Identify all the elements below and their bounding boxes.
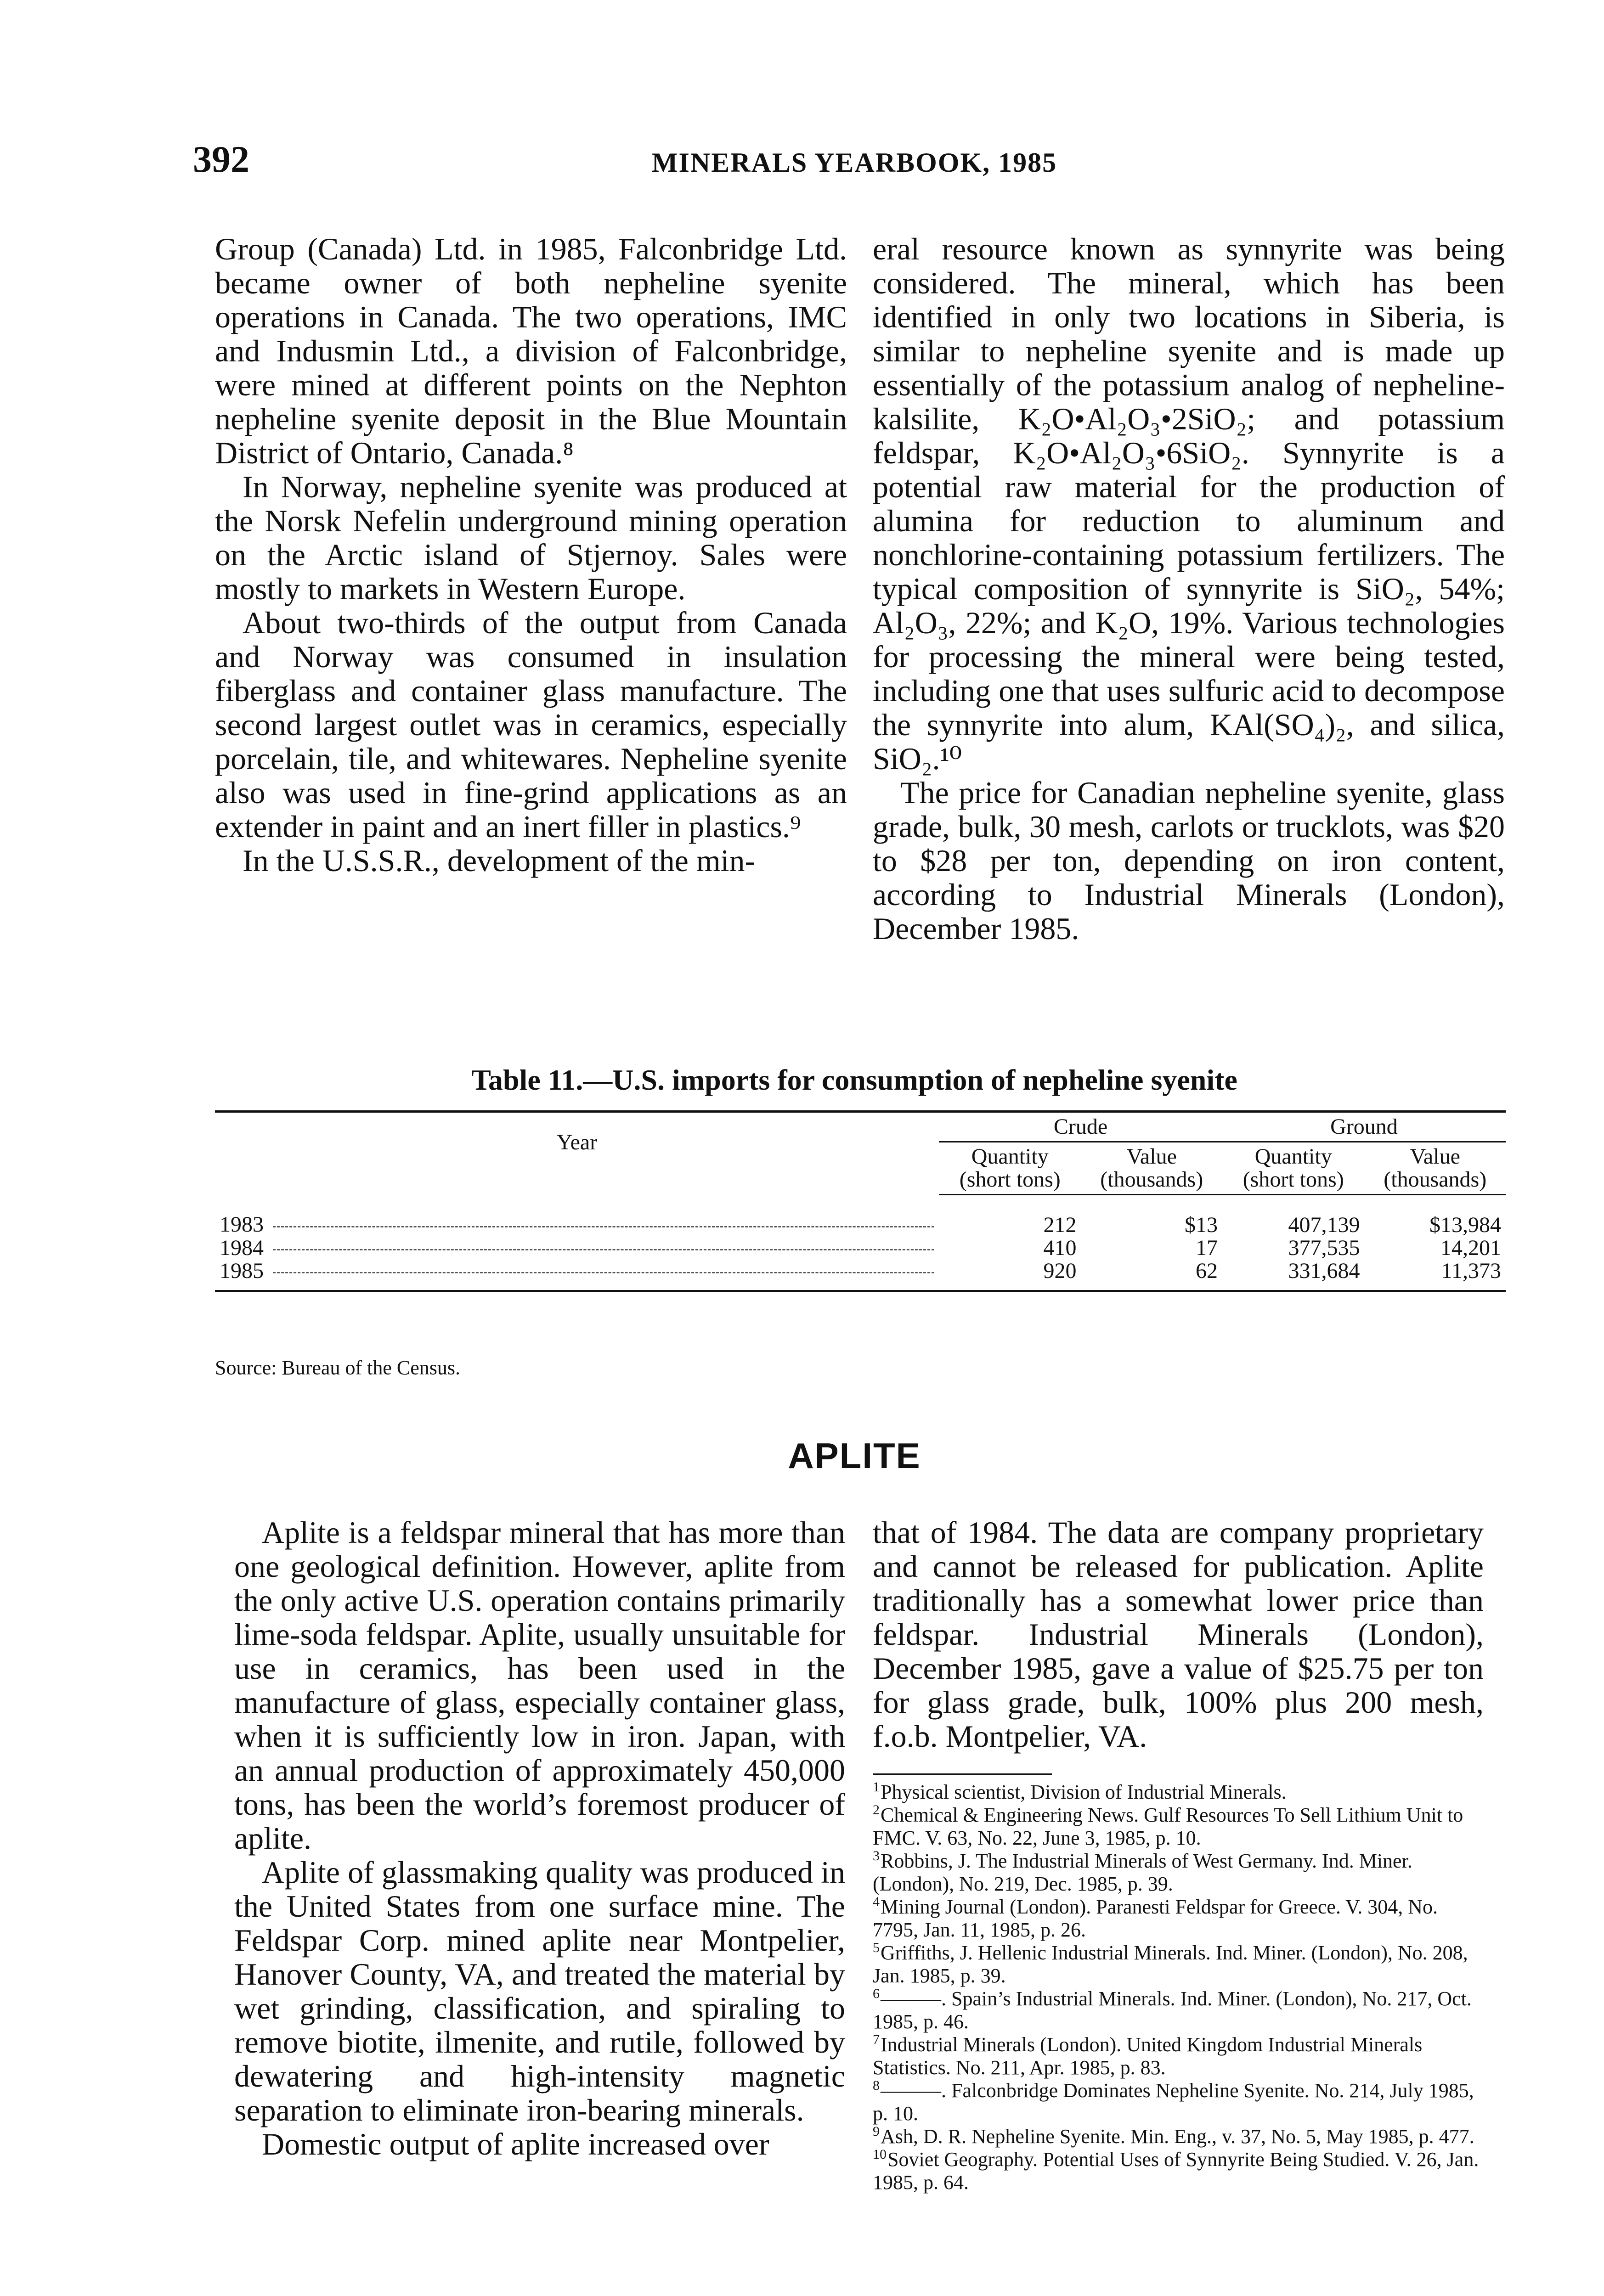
paragraph: that of 1984. The data are company proprietary and cannot be released for publication. Aplite traditionally has a somewhat lower price than feldspar. Industrial Minerals (London), December 1985, gave a value of $25.75 per ton for glass grade, bulk, 100% plus 200 mesh, f.o.b. Montpelier, VA. <box>873 1515 1484 1754</box>
footnote-divider <box>873 1773 1052 1775</box>
table-row <box>215 1260 1506 1291</box>
table-title: Table 11.—U.S. imports for consumption of nepheline syenite <box>471 1064 1237 1096</box>
table-row <box>215 1237 1506 1260</box>
footnote: $^7$Industrial Minerals (London). United Kingdom Industrial Minerals Statistics. No. 211, Apr. 1985, p. 83. <box>873 2032 1423 2079</box>
paragraph: Group (Canada) Ltd. in 1985, Falconbridge Ltd. became owner of both nepheline syenite operations in Canada. The two operations, IMC and Indusmin Ltd., a division of Falconbridge, were mined at different points on the Nephton nepheline syenite deposit in the Blue Mountain District of Ontario, Canada.⁸ <box>215 231 847 470</box>
paragraph: In Norway, nepheline syenite was produced at the Norsk Nefelin underground mining operation on the Arctic island of Stjernoy. Sales were mostly to markets in Western Europe. <box>215 469 847 606</box>
dot-leader <box>273 1249 934 1250</box>
ground-quantity-cell: 407,139 <box>1288 1213 1360 1237</box>
year-cell: 1983 <box>220 1212 264 1237</box>
year-cell: 1984 <box>220 1236 264 1260</box>
crude-quantity-cell: 410 <box>1043 1236 1077 1260</box>
ground-value-cell: $13,984 <box>1429 1213 1501 1237</box>
crude-value-header: Value (thousands) <box>1081 1142 1222 1195</box>
footnote: $^1$Physical scientist, Division of Industrial Minerals. <box>873 1779 1287 1803</box>
dot-leader <box>273 1272 934 1273</box>
page-number: 392 <box>193 138 249 180</box>
crude-value-cell: 17 <box>1195 1236 1218 1260</box>
ground-group-header: Ground <box>1222 1112 1506 1142</box>
paragraph: The price for Canadian nepheline syenite, glass grade, bulk, 30 mesh, carlots or trucklots, was $20 to $28 per ton, depending on iron content, according to Industrial Minerals (London), December 1985. <box>873 775 1505 946</box>
paragraph: Domestic output of aplite increased over <box>262 2127 769 2161</box>
footnote: $^9$Ash, D. R. Nepheline Syenite. Min. Eng., v. 37, No. 5, May 1985, p. 477. <box>873 2124 1474 2148</box>
table-row <box>215 1195 1506 1237</box>
crude-value-cell: $13 <box>1184 1213 1218 1237</box>
ground-quantity-cell: 377,535 <box>1288 1236 1360 1260</box>
paragraph: Aplite of glassmaking quality was produced in the United States from one surface mine. The Feldspar Corp. mined aplite near Montpelier, Hanover County, VA, and treated the material by wet grinding, classification, and spiraling to remove biotite, ilmenite, and rutile, followed by dewatering and high-intensity magnetic separation to eliminate iron-bearing minerals. <box>234 1855 845 2127</box>
nepheline-text-left-column <box>215 232 847 878</box>
footnote: $^5$Griffiths, J. Hellenic Industrial Minerals. Ind. Miner. (London), No. 208, Jan. 1985, p. 39. <box>873 1940 1468 1987</box>
ground-value-header: Value (thousands) <box>1364 1142 1506 1195</box>
crude-quantity-cell: 212 <box>1043 1213 1077 1237</box>
page-header <box>193 138 1516 188</box>
dot-leader <box>273 1226 934 1227</box>
aplite-text-left-column <box>234 1515 845 2161</box>
crude-quantity-cell: 920 <box>939 1260 1081 1291</box>
crude-value-cell: 62 <box>1081 1260 1222 1291</box>
imports-table <box>215 1110 1506 1292</box>
ground-value-cell: 11,373 <box>1364 1260 1506 1291</box>
footnote: $^6$———. Spain’s Industrial Minerals. Ind. Miner. (London), No. 217, Oct. 1985, p. 46. <box>873 1986 1472 2033</box>
footnote: $^{10}$Soviet Geography. Potential Uses of Synnyrite Being Studied. V. 26, Jan. 1985, p. 64. <box>873 2147 1479 2194</box>
ground-value-cell: 14,201 <box>1440 1236 1501 1260</box>
footnote: $^8$———. Falconbridge Dominates Nepheline Syenite. No. 214, July 1985, p. 10. <box>873 2078 1474 2125</box>
year-column-header: Year <box>215 1112 939 1195</box>
footnote: $^3$Robbins, J. The Industrial Minerals of West Germany. Ind. Miner. (London), No. 219, Dec. 1985, p. 39. <box>873 1848 1412 1895</box>
year-cell: 1985 <box>220 1259 264 1283</box>
crude-group-header: Crude <box>939 1112 1222 1142</box>
table-source-note: Source: Bureau of the Census. <box>215 1356 460 1379</box>
ground-quantity-header: Quantity (short tons) <box>1222 1142 1364 1195</box>
paragraph: eral resource known as synnyrite was being considered. The mineral, which has been identified in only two locations in Siberia, is similar to nepheline syenite and is made up essentially of the potassium analog of nepheline-kalsilite, K₂O•Al₂O₃•2SiO₂; and potassium feldspar, K₂O•Al₂O₃•6SiO₂. Synnyrite is a potential raw material for the production of alumina for reduction to aluminum and nonchlorine-containing potassium fertilizers. The typical composition of synnyrite is SiO₂, 54%; Al₂O₃, 22%; and K₂O, 19%. Various technologies for processing the mineral were being tested, including one that uses sulfuric acid to decompose the synnyrite into alum, KAl(SO₄)₂, and silica, SiO₂.¹⁰ <box>873 231 1505 776</box>
paragraph: Aplite is a feldspar mineral that has more than one geological definition. However, aplite from the only active U.S. operation contains primarily lime-soda feldspar. Aplite, usually unsuitable for use in ceramics, has been used in the manufacture of glass, especially container glass, when it is sufficiently low in iron. Japan, with an annual production of approximately 450,000 tons, has been the world’s foremost producer of aplite. <box>234 1515 845 1856</box>
nepheline-text-right-column <box>873 232 1505 945</box>
paragraph: In the U.S.S.R., development of the min- <box>243 843 756 878</box>
paragraph: About two-thirds of the output from Canada and Norway was consumed in insulation fiberglass and container glass manufacture. The second largest outlet was in ceramics, especially porcelain, tile, and whitewares. Nepheline syenite also was used in fine-grind applications as an extender in paint and an inert filler in plastics.⁹ <box>215 605 847 844</box>
running-head: MINERALS YEARBOOK, 1985 <box>651 147 1057 178</box>
crude-quantity-header: Quantity (short tons) <box>939 1142 1081 1195</box>
ground-quantity-cell: 331,684 <box>1222 1260 1364 1291</box>
footnote: $^2$Chemical & Engineering News. Gulf Resources To Sell Lithium Unit to FMC. V. 63, No. 22, June 3, 1985, p. 10. <box>873 1802 1463 1849</box>
footnote: $^4$Mining Journal (London). Paranesti Feldspar for Greece. V. 304, No. 7795, Jan. 11, 1985, p. 26. <box>873 1894 1438 1941</box>
aplite-heading: APLITE <box>788 1435 921 1476</box>
aplite-text-right-column <box>873 1515 1484 2194</box>
